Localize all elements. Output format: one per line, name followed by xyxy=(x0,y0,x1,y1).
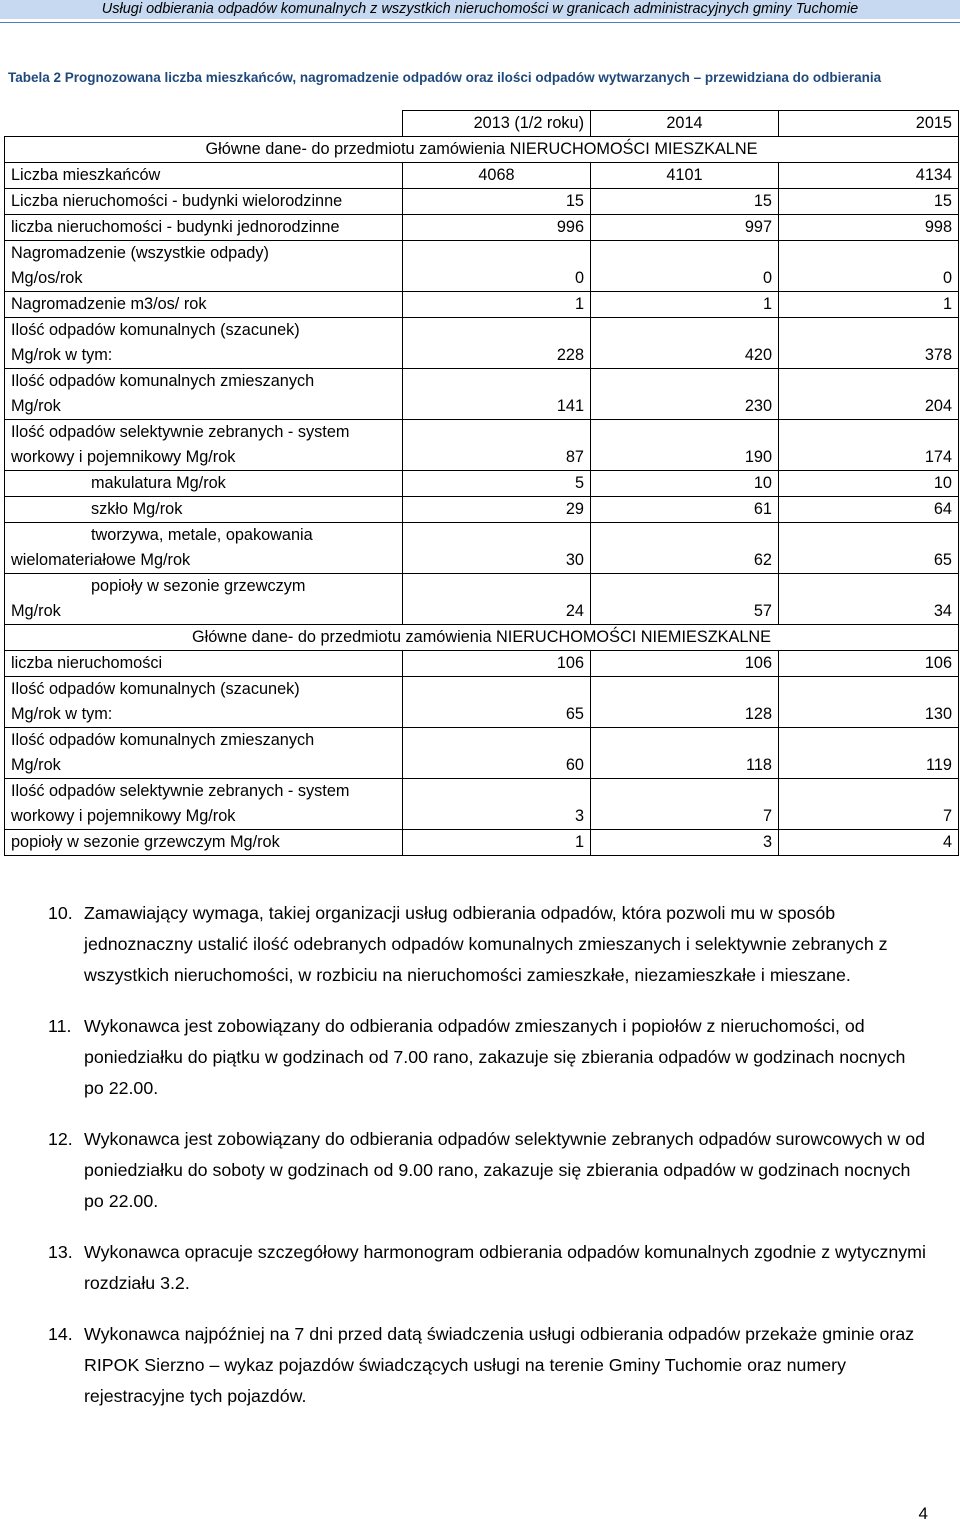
value-cell: 87 xyxy=(403,420,591,471)
table-row xyxy=(5,163,959,189)
table-row xyxy=(5,241,959,292)
column-header: 2015 xyxy=(779,111,959,137)
value-cell: 1 xyxy=(591,292,779,318)
value-cell: 128 xyxy=(591,677,779,728)
row-label xyxy=(5,471,403,497)
row-label-line: Ilość odpadów komunalnych zmieszanych xyxy=(11,731,315,749)
list-item-text: Wykonawca jest zobowiązany do odbierania odpadów zmieszanych i popiołów z nieruchomości, od poniedziałku do piątku w godzinach od 7.00 rano, zakazuje się zbierania odpadów w godzinach nocnych po 22.00. xyxy=(84,1016,906,1098)
numbered-list xyxy=(48,898,928,1432)
row-label-line: liczba nieruchomości - budynki jednorodzinne xyxy=(11,218,340,236)
list-item xyxy=(48,1237,928,1299)
value-cell: 15 xyxy=(779,189,959,215)
running-header-title: Usługi odbierania odpadów komunalnych z wszystkich nieruchomości w granicach administracyjnych gminy Tuchomie xyxy=(101,1,859,17)
row-label xyxy=(5,241,403,292)
column-header: 2013 (1/2 roku) xyxy=(403,111,591,137)
value-cell: 106 xyxy=(779,651,959,677)
value-cell: 15 xyxy=(403,189,591,215)
row-label-line: Mg/rok w tym: xyxy=(11,705,113,723)
row-label xyxy=(5,728,403,779)
row-label-line: Mg/os/rok xyxy=(11,269,83,287)
row-label xyxy=(5,830,403,856)
value-cell: 0 xyxy=(403,241,591,292)
value-cell: 998 xyxy=(779,215,959,241)
table-row xyxy=(5,677,959,728)
value-cell: 4134 xyxy=(779,163,959,189)
forecast-table xyxy=(4,110,959,856)
table-row xyxy=(5,189,959,215)
list-item-number: 10. xyxy=(48,903,73,923)
table-row xyxy=(5,830,959,856)
value-cell: 141 xyxy=(403,369,591,420)
section-title-residential: Główne dane- do przedmiotu zamówienia NIERUCHOMOŚCI MIESZKALNE xyxy=(5,137,959,163)
value-cell: 174 xyxy=(779,420,959,471)
list-item-text: Zamawiający wymaga, takiej organizacji usług odbierania odpadów, która pozwoli mu w sposób jednoznaczny ustalić ilość odebranych odpadów komunalnych zmieszanych i selektywnie zebranych z wszystkich nieruchomości, w rozbiciu na nieruchomości zamieszkałe, niezamieszkałe i mieszane. xyxy=(84,903,888,985)
value-cell: 30 xyxy=(403,523,591,574)
value-cell: 10 xyxy=(779,471,959,497)
table-row xyxy=(5,497,959,523)
row-label-line: workowy i pojemnikowy Mg/rok xyxy=(11,807,236,825)
row-label-line: Ilość odpadów komunalnych (szacunek) xyxy=(11,680,300,698)
list-item-number: 14. xyxy=(48,1324,73,1344)
value-cell: 0 xyxy=(779,241,959,292)
row-label xyxy=(5,292,403,318)
column-header: 2014 xyxy=(591,111,779,137)
value-cell: 4068 xyxy=(403,163,591,189)
list-item-number: 11. xyxy=(48,1016,72,1036)
list-item xyxy=(48,1124,928,1217)
page-number: 4 xyxy=(918,1504,928,1523)
value-cell: 7 xyxy=(591,779,779,830)
row-label xyxy=(5,677,403,728)
row-label-line: Mg/rok xyxy=(11,756,61,774)
section-title-row xyxy=(5,625,959,651)
value-cell: 61 xyxy=(591,497,779,523)
value-cell: 228 xyxy=(403,318,591,369)
row-label xyxy=(5,574,403,625)
value-cell: 7 xyxy=(779,779,959,830)
row-label xyxy=(5,497,403,523)
row-label-line: Ilość odpadów selektywnie zebranych - system xyxy=(11,423,350,441)
row-label-line: szkło Mg/rok xyxy=(91,500,183,518)
table-row xyxy=(5,215,959,241)
row-label-line: Ilość odpadów komunalnych zmieszanych xyxy=(11,372,315,390)
value-cell: 3 xyxy=(403,779,591,830)
list-item-text: Wykonawca jest zobowiązany do odbierania odpadów selektywnie zebranych odpadów surowcowych w od poniedziałku do soboty w godzinach od 9.00 rano, zakazuje się zbierania odpadów w godzinach nocnych po 22.00. xyxy=(84,1129,925,1211)
row-label-line: Ilość odpadów selektywnie zebranych - system xyxy=(11,782,350,800)
table-row xyxy=(5,728,959,779)
value-cell: 5 xyxy=(403,471,591,497)
row-label-line: Liczba mieszkańców xyxy=(11,166,161,184)
list-item-text: Wykonawca najpóźniej na 7 dni przed datą świadczenia usługi odbierania odpadów przekaże gminie oraz RIPOK Sierzno – wykaz pojazdów świadczących usługi na terenie Gminy Tuchomie oraz numery rejestracyjne tych pojazdów. xyxy=(84,1324,915,1406)
value-cell: 1 xyxy=(403,292,591,318)
value-cell: 62 xyxy=(591,523,779,574)
value-cell: 106 xyxy=(591,651,779,677)
value-cell: 65 xyxy=(403,677,591,728)
row-label-line: Mg/rok w tym: xyxy=(11,346,113,364)
value-cell: 130 xyxy=(779,677,959,728)
row-label-line: workowy i pojemnikowy Mg/rok xyxy=(11,448,236,466)
value-cell: 119 xyxy=(779,728,959,779)
table-row xyxy=(5,292,959,318)
value-cell: 1 xyxy=(403,830,591,856)
list-item-number: 12. xyxy=(48,1129,73,1149)
value-cell: 64 xyxy=(779,497,959,523)
list-item-text: Wykonawca opracuje szczegółowy harmonogram odbierania odpadów komunalnych zgodnie z wytycznymi rozdziału 3.2. xyxy=(84,1242,926,1293)
row-label-line: popioły w sezonie grzewczym xyxy=(91,577,306,595)
value-cell: 996 xyxy=(403,215,591,241)
value-cell: 118 xyxy=(591,728,779,779)
table-row xyxy=(5,420,959,471)
value-cell: 24 xyxy=(403,574,591,625)
value-cell: 65 xyxy=(779,523,959,574)
table-row xyxy=(5,369,959,420)
value-cell: 34 xyxy=(779,574,959,625)
table-header-row xyxy=(5,111,959,137)
row-label-line: wielomateriałowe Mg/rok xyxy=(11,551,191,569)
list-item xyxy=(48,1319,928,1412)
row-label-line: liczba nieruchomości xyxy=(11,654,163,672)
value-cell: 997 xyxy=(591,215,779,241)
table-caption: Tabela 2 Prognozowana liczba mieszkańców, nagromadzenie odpadów oraz ilości odpadów wytwarzanych – przewidziana do odbierania xyxy=(8,70,882,85)
value-cell: 29 xyxy=(403,497,591,523)
list-item xyxy=(48,1011,928,1104)
row-label xyxy=(5,651,403,677)
row-label-line: tworzywa, metale, opakowania xyxy=(91,526,313,544)
header-empty-cell xyxy=(5,111,403,137)
list-item-number: 13. xyxy=(48,1242,73,1262)
value-cell: 15 xyxy=(591,189,779,215)
list-item xyxy=(48,898,928,991)
table-row xyxy=(5,471,959,497)
value-cell: 4101 xyxy=(591,163,779,189)
row-label-line: popioły w sezonie grzewczym Mg/rok xyxy=(11,833,280,851)
row-label-line: Mg/rok xyxy=(11,602,61,620)
row-label-line: Nagromadzenie (wszystkie odpady) xyxy=(11,244,269,262)
table-row xyxy=(5,574,959,625)
table-row xyxy=(5,779,959,830)
value-cell: 1 xyxy=(779,292,959,318)
header-divider xyxy=(0,22,960,23)
row-label xyxy=(5,420,403,471)
value-cell: 57 xyxy=(591,574,779,625)
value-cell: 190 xyxy=(591,420,779,471)
value-cell: 10 xyxy=(591,471,779,497)
table-row xyxy=(5,318,959,369)
row-label xyxy=(5,523,403,574)
value-cell: 0 xyxy=(591,241,779,292)
row-label xyxy=(5,369,403,420)
row-label-line: Ilość odpadów komunalnych (szacunek) xyxy=(11,321,300,339)
table-row xyxy=(5,523,959,574)
row-label-line: Nagromadzenie m3/os/ rok xyxy=(11,295,207,313)
row-label-line: Mg/rok xyxy=(11,397,61,415)
row-label xyxy=(5,215,403,241)
section-title-non-residential: Główne dane- do przedmiotu zamówienia NIERUCHOMOŚCI NIEMIESZKALNE xyxy=(5,625,959,651)
row-label xyxy=(5,163,403,189)
table-row xyxy=(5,651,959,677)
row-label-line: makulatura Mg/rok xyxy=(91,474,226,492)
section-title-row xyxy=(5,137,959,163)
value-cell: 204 xyxy=(779,369,959,420)
row-label xyxy=(5,318,403,369)
value-cell: 420 xyxy=(591,318,779,369)
row-label xyxy=(5,189,403,215)
value-cell: 4 xyxy=(779,830,959,856)
value-cell: 106 xyxy=(403,651,591,677)
row-label-line: Liczba nieruchomości - budynki wielorodzinne xyxy=(11,192,343,210)
row-label xyxy=(5,779,403,830)
value-cell: 60 xyxy=(403,728,591,779)
value-cell: 3 xyxy=(591,830,779,856)
value-cell: 378 xyxy=(779,318,959,369)
value-cell: 230 xyxy=(591,369,779,420)
